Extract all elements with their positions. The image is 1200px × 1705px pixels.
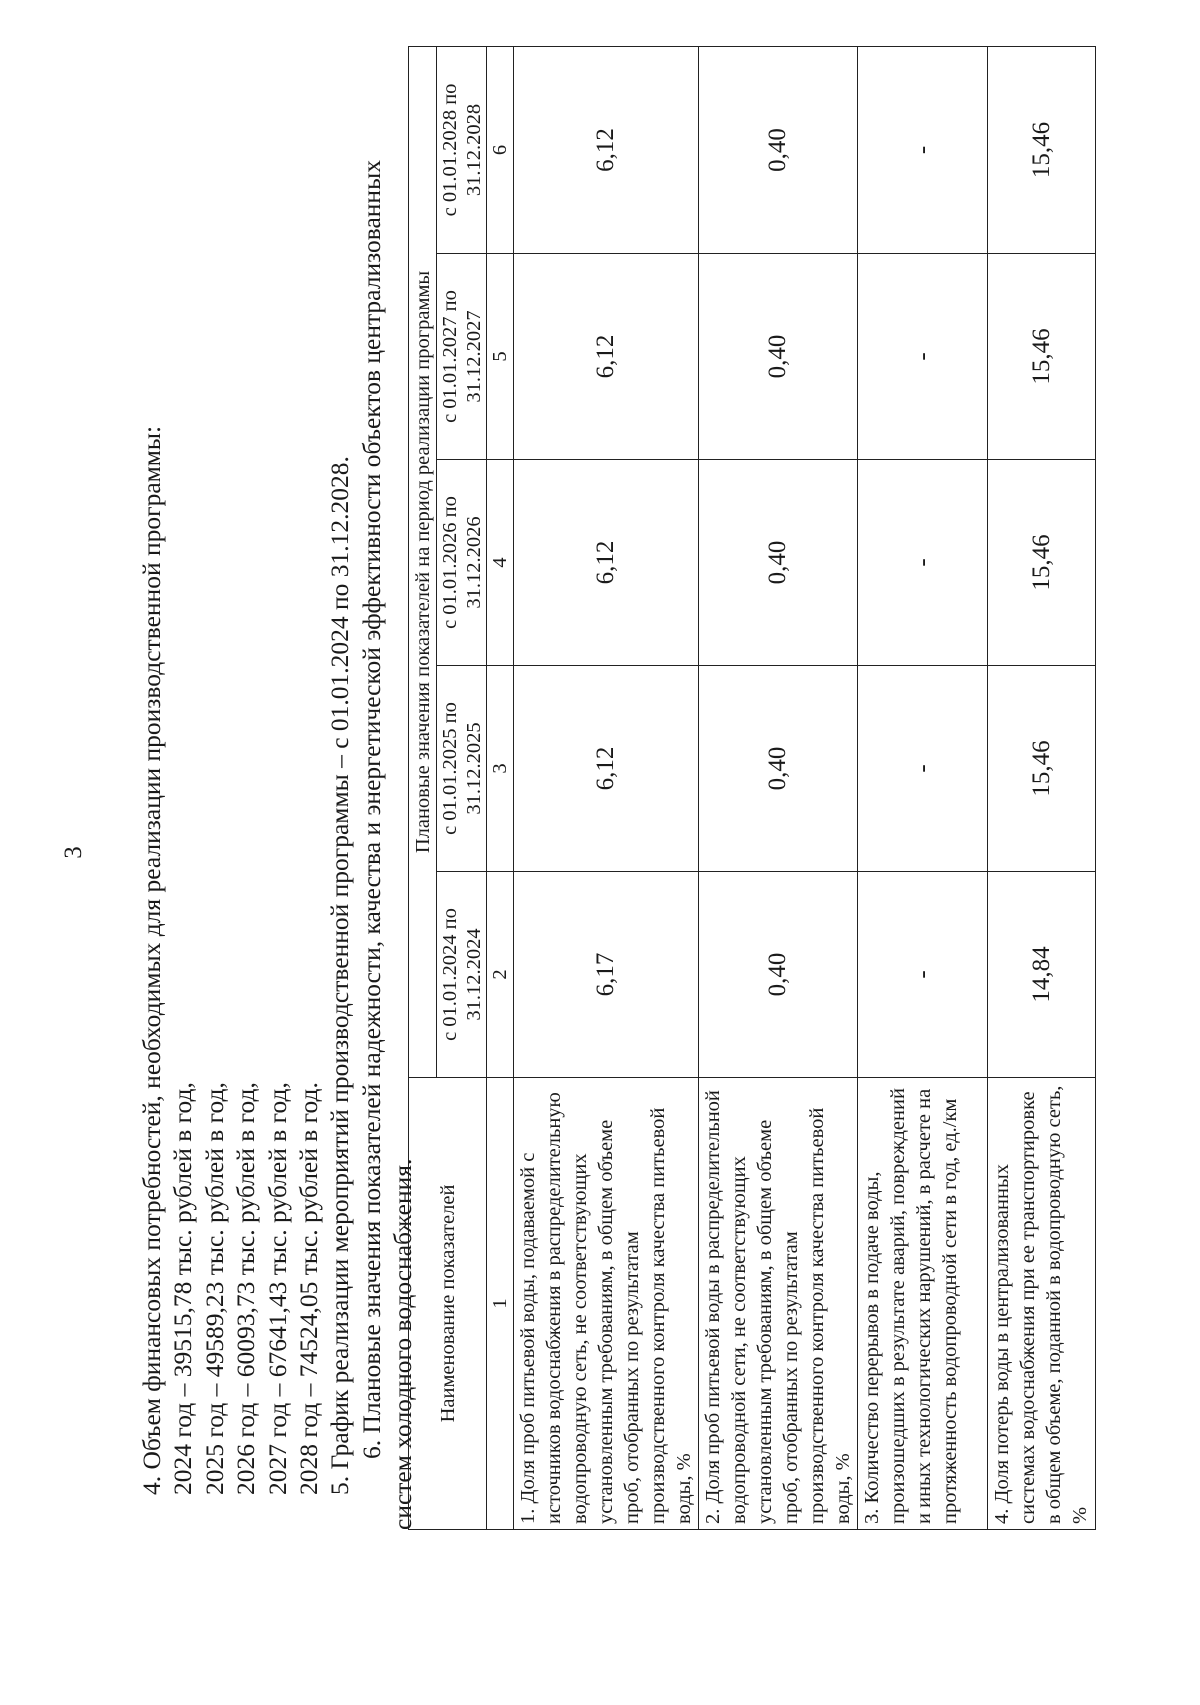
paragraph-indicators-line2: систем холодного водоснабжения.	[388, 1158, 418, 1530]
indicator-value: -	[858, 46, 988, 253]
indicator-value: 15,46	[988, 666, 1096, 872]
year-line-2028: 2028 год – 74524,05 тыс. рублей в год.	[294, 1082, 324, 1495]
indicator-name: 2. Доля проб питьевой воды в распределительной водопроводной сети, не соответствующих установленным требованиям, в общем объеме проб, отобранных по результатам производственного контроля качества питьевой воды, %	[699, 1078, 858, 1530]
indicator-value: 0,40	[699, 666, 858, 872]
header-period-2026: с 01.01.2026 по 31.12.2026	[437, 460, 487, 666]
indicator-value: 6,12	[514, 666, 699, 872]
document-body	[136, 30, 419, 1530]
table-row	[699, 46, 858, 1529]
indicator-value: 0,40	[699, 460, 858, 666]
header-period-2028: с 01.01.2028 по 31.12.2028	[437, 46, 487, 253]
column-number: 4	[487, 460, 514, 666]
year-line-2025: 2025 год – 49589,23 тыс. рублей в год,	[199, 1082, 229, 1495]
column-number: 1	[487, 1078, 514, 1530]
indicator-value: 0,40	[699, 872, 858, 1078]
indicator-name: 3. Количество перерывов в подаче воды, произошедших в результате аварий, повреждений и иных технологических нарушений, в расчете на протяженность водопроводной сети в год, ед./км	[858, 1078, 988, 1530]
header-period-2024: с 01.01.2024 по 31.12.2024	[437, 872, 487, 1078]
column-number: 2	[487, 872, 514, 1078]
paragraph-schedule: 5. График реализации мероприятий производственной программы – с 01.01.2024 по 31.12.2028.	[325, 456, 355, 1495]
column-number: 6	[487, 46, 514, 253]
indicator-value: -	[858, 872, 988, 1078]
table-row	[514, 46, 699, 1529]
indicator-value: -	[858, 460, 988, 666]
header-period-2025: с 01.01.2025 по 31.12.2025	[437, 666, 487, 872]
indicator-value: 0,40	[699, 254, 858, 460]
indicator-value: 15,46	[988, 46, 1096, 253]
indicator-value: 0,40	[699, 46, 858, 253]
year-line-2027: 2027 год – 67641,43 тыс. рублей в год,	[262, 1082, 292, 1495]
column-number: 3	[487, 666, 514, 872]
indicator-value: 6,12	[514, 254, 699, 460]
indicator-value: 6,12	[514, 460, 699, 666]
table-row	[988, 46, 1096, 1529]
indicator-value: -	[858, 666, 988, 872]
indicators-table	[408, 46, 1096, 1530]
paragraph-financing: 4. Объем финансовых потребностей, необходимых для реализации производственной программы:	[137, 425, 166, 1495]
paragraph-indicators-line1: 6. Плановые значения показателей надежности, качества и энергетической эффективности объектов централизованных	[356, 160, 386, 1459]
indicator-value: 14,84	[988, 872, 1096, 1078]
header-period-2027: с 01.01.2027 по 31.12.2027	[437, 254, 487, 460]
indicator-value: 15,46	[988, 254, 1096, 460]
year-line-2026: 2026 год – 60093,73 тыс. рублей в год,	[231, 1082, 261, 1495]
indicator-value: -	[858, 254, 988, 460]
indicator-value: 6,12	[514, 46, 699, 253]
header-plan-values: Плановые значения показателей на период реализации программы	[409, 46, 437, 1077]
indicator-value: 6,17	[514, 872, 699, 1078]
year-line-2024: 2024 год – 39515,78 тыс. рублей в год,	[168, 1082, 198, 1495]
indicator-name: 4. Доля потерь воды в централизованных системах водоснабжения при ее транспортировке в общем объеме, поданной в водопроводную сеть, %	[988, 1078, 1096, 1530]
indicator-value: 15,46	[988, 460, 1096, 666]
column-number: 5	[487, 254, 514, 460]
page-number: 3	[60, 846, 87, 859]
indicator-name: 1. Доля проб питьевой воды, подаваемой с источников водоснабжения в распределительную водопроводную сеть, не соответствующих установленным требованиям, в общем объеме проб, отобранных по результатам производственного контроля качества питьевой воды, %	[514, 1078, 699, 1530]
table-row	[858, 46, 988, 1529]
header-indicator-name: Наименование показателей	[409, 1078, 487, 1530]
